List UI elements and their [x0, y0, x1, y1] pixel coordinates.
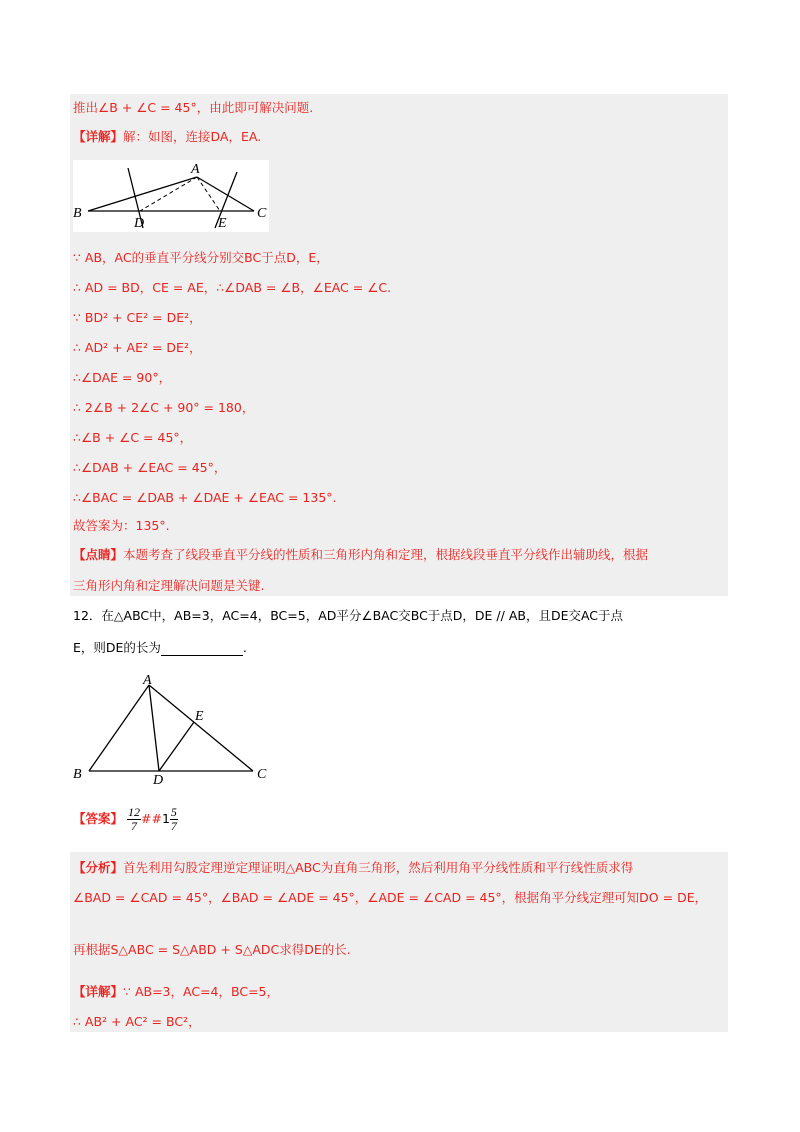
fraction-1-numerator: 12: [128, 805, 140, 819]
answer-line-prev: 故答案为：135°.: [73, 518, 170, 533]
step-9: ∴∠BAC = ∠DAB + ∠DAE + ∠EAC = 135°.: [73, 490, 337, 505]
figure-1-label-c: C: [257, 206, 267, 221]
question-12-period: .: [242, 640, 247, 655]
figure-2-triangle: [73, 670, 273, 788]
analysis-tag: 【分析】: [73, 860, 124, 875]
step-1: ∵ AB，AC的垂直平分线分别交BC于点D，E，: [73, 250, 329, 265]
analysis-line-2: ∠BAD = ∠CAD = 45°，∠BAD = ∠ADE = 45°，∠ADE = ∠CAD = 45°，根据角平分线定理可知DO = DE，: [73, 890, 708, 905]
step-2: ∴ AD = BD，CE = AE，∴∠DAB = ∠B，∠EAC = ∠C.: [73, 280, 392, 295]
detail-2-text-1: ∵ AB=3，AC=4，BC=5，: [123, 984, 279, 999]
step-3: ∵ BD² + CE² = DE²，: [73, 310, 202, 325]
figure-2-label-e: E: [195, 709, 204, 724]
figure-1-label-e: E: [218, 216, 227, 231]
question-12-line-1: 12．在△ABC中，AB=3，AC=4，BC=5，AD平分∠BAC交BC于点D，DE // AB，且DE交AC于点: [73, 608, 624, 623]
comment-text-1: 本题考查了线段垂直平分线的性质和三角形内角和定理，根据线段垂直平分线作出辅助线，根据: [123, 547, 649, 562]
detail-line: [73, 127, 261, 147]
step-8: ∴∠DAB + ∠EAC = 45°，: [73, 460, 227, 475]
segment-ad: [149, 685, 159, 771]
fraction-2-numerator: 5: [170, 805, 177, 819]
fraction-2-denominator: 7: [170, 819, 177, 833]
detail-2-tag: 【详解】: [73, 984, 124, 999]
step-6: ∴ 2∠B + 2∠C + 90° = 180，: [73, 400, 255, 415]
comment-tag: 【点睛】: [73, 547, 124, 562]
comment-line-2: 三角形内角和定理解决问题是关键.: [73, 578, 265, 593]
detail-tag: 【详解】: [73, 129, 124, 144]
question-12-prompt: E，则DE的长为: [73, 640, 161, 655]
segment-ab-2: [89, 685, 149, 771]
figure-1-perpendicular-bisectors: [73, 160, 273, 235]
analysis-line-1: [73, 858, 633, 878]
segment-de: [159, 722, 194, 771]
answer-blank: [161, 641, 243, 656]
detail-2-line-1: [73, 982, 279, 1002]
answer-fraction-2: [170, 806, 178, 833]
analysis-text-1: 首先利用勾股定理逆定理证明△ABC为直角三角形，然后利用角平分线性质和平行线性质求得: [123, 860, 634, 875]
figure-2-label-b: B: [73, 767, 82, 782]
comment-line-1: [73, 545, 648, 565]
solution-intro-line: 推出∠B + ∠C = 45°，由此即可解决问题.: [73, 100, 314, 115]
figure-1-label-d: D: [134, 216, 145, 231]
detail-2-line-2: ∴ AB² + AC² = BC²，: [73, 1014, 201, 1029]
detail-text: 解：如图，连接DA，EA.: [123, 129, 262, 144]
answer-tag: 【答案】: [73, 811, 124, 826]
fraction-1-denominator: 7: [131, 819, 137, 833]
step-7: ∴∠B + ∠C = 45°，: [73, 430, 193, 445]
figure-2-label-d: D: [153, 773, 164, 788]
figure-2-label-c: C: [257, 767, 267, 782]
answer-separator: ##: [141, 811, 162, 826]
step-4: ∴ AD² + AE² = DE²，: [73, 340, 202, 355]
answer-fraction-1: [127, 806, 141, 833]
figure-1-label-a: A: [191, 162, 200, 177]
question-12-line-2: [73, 638, 247, 658]
analysis-line-3: 再根据S△ABC = S△ABD + S△ADC求得DE的长.: [73, 942, 351, 957]
figure-1-background: [73, 160, 269, 232]
step-5: ∴∠DAE = 90°，: [73, 370, 172, 385]
answer-line: [73, 806, 178, 842]
mixed-whole: 1: [161, 811, 170, 826]
segment-ac-2: [149, 685, 253, 771]
figure-1-label-b: B: [73, 206, 82, 221]
figure-2-label-a: A: [143, 673, 152, 688]
